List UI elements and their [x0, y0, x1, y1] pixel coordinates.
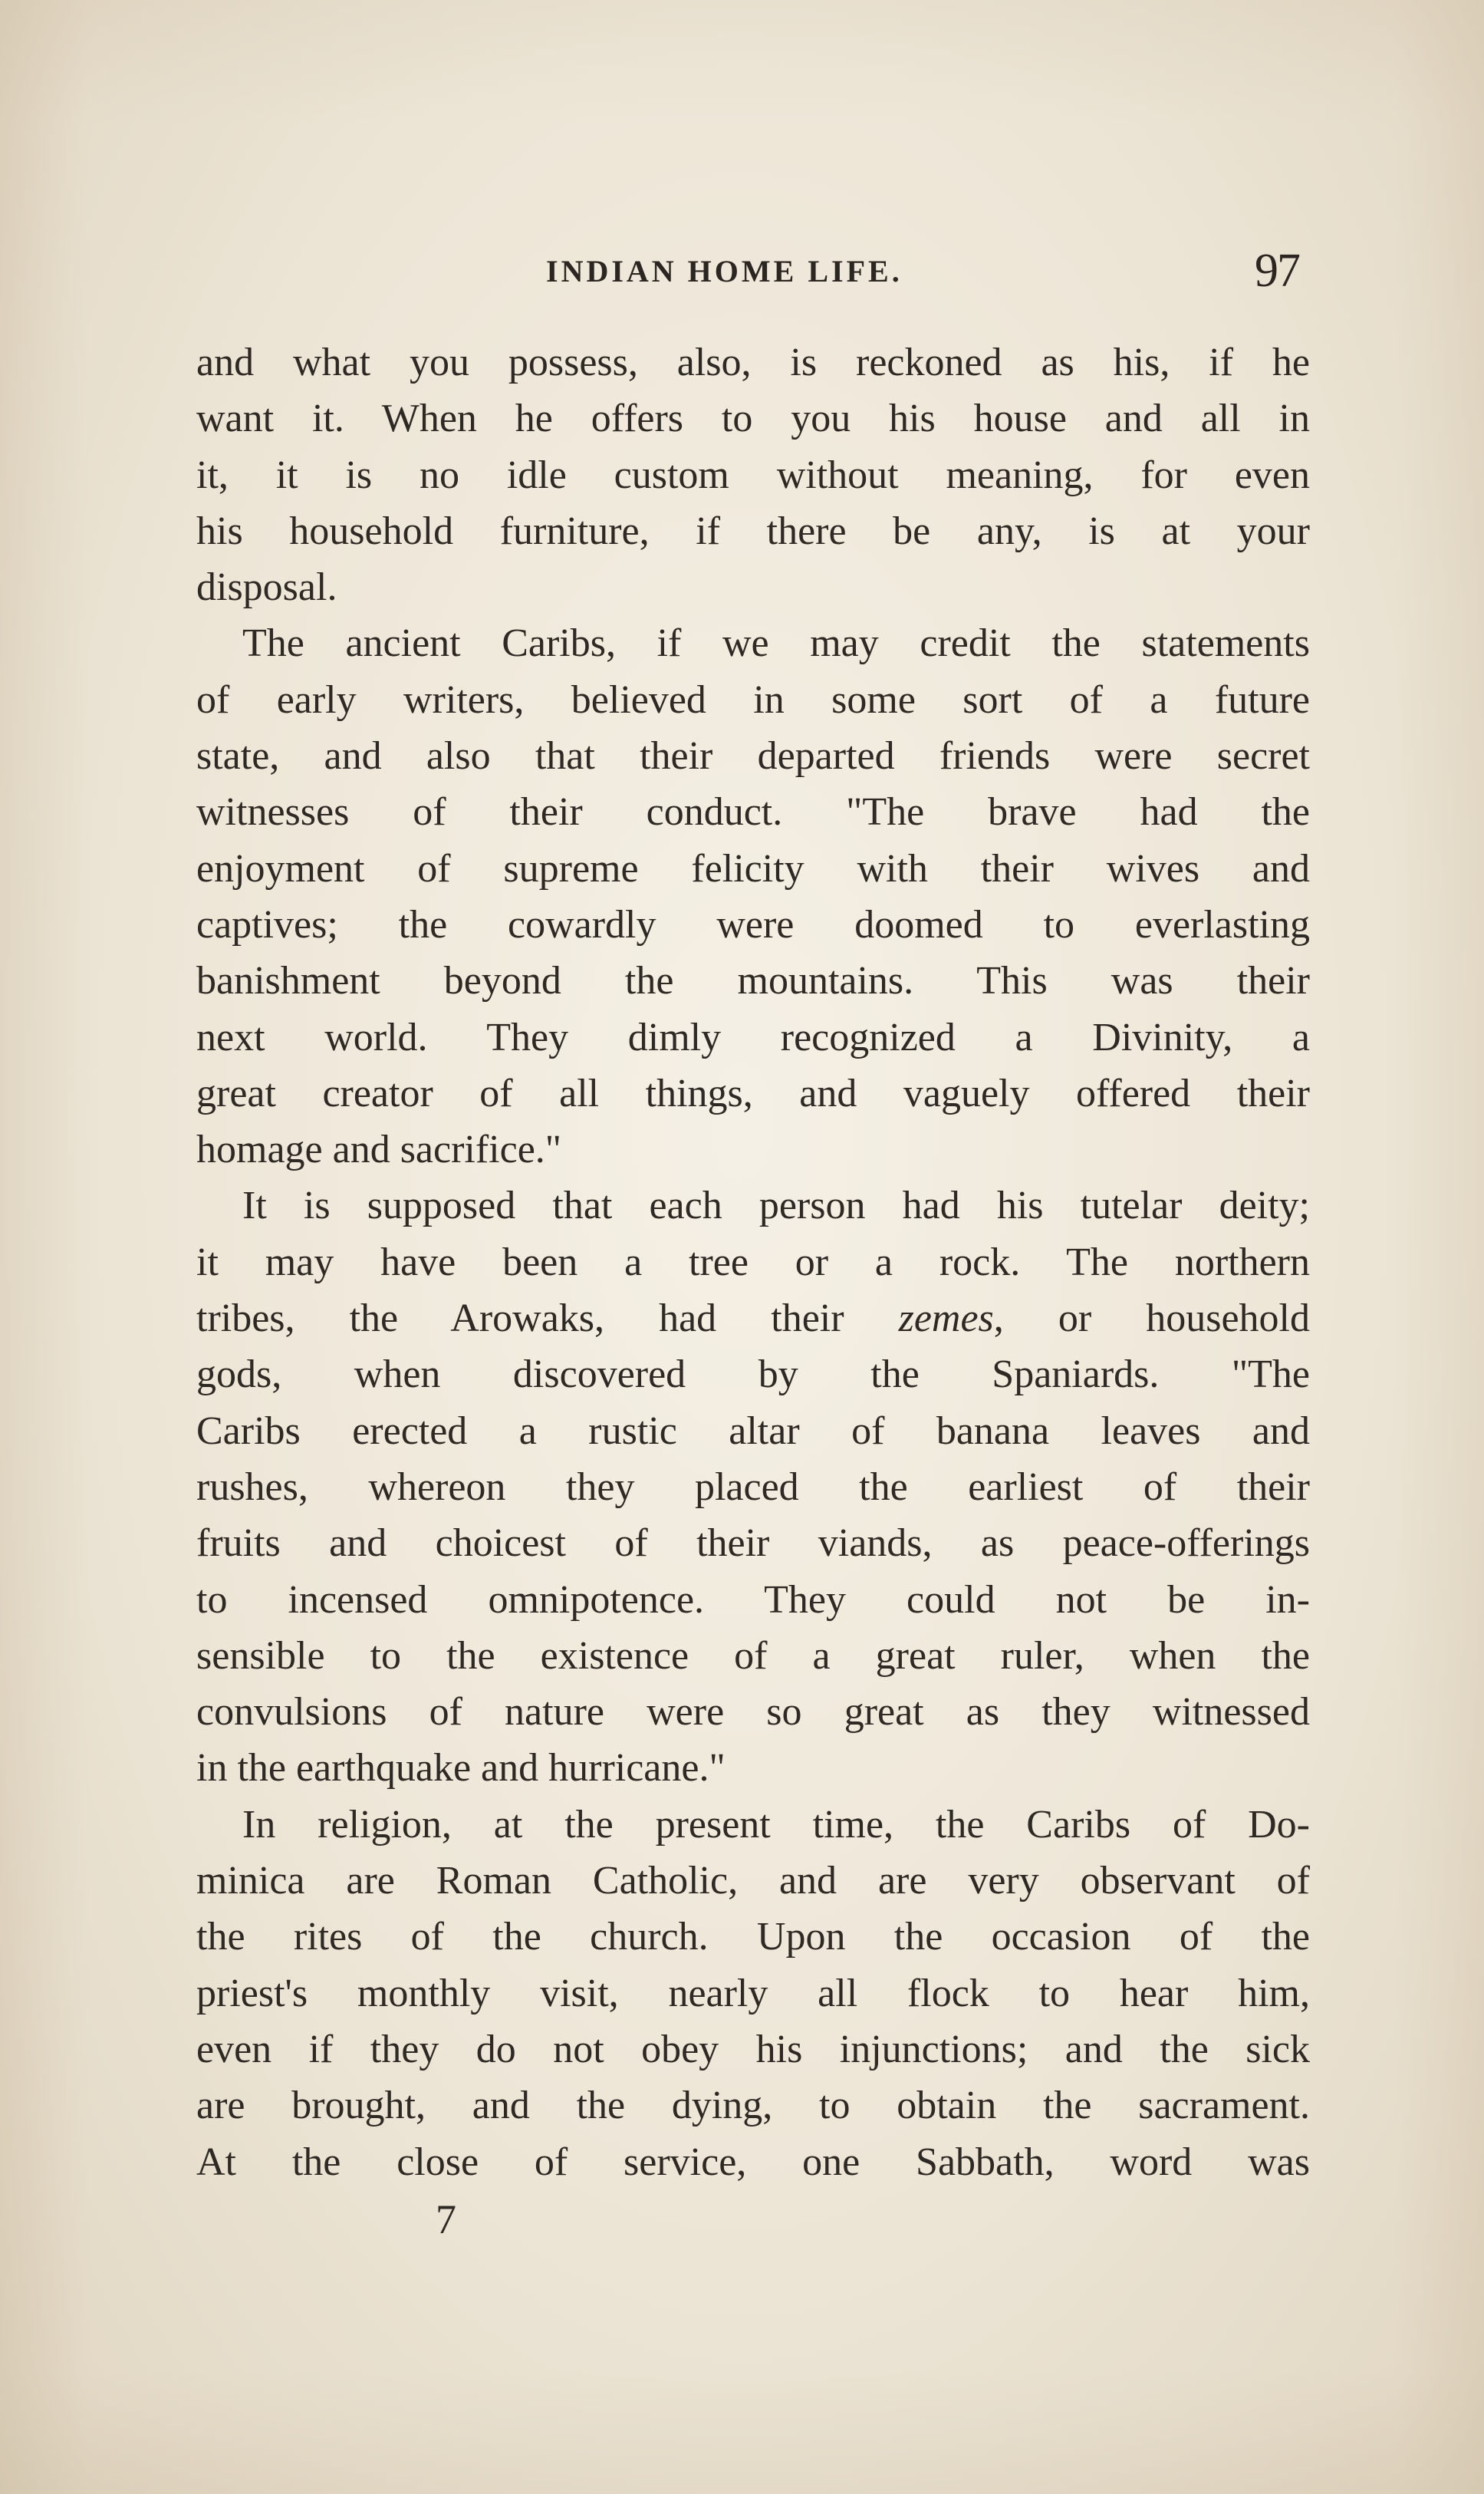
- page-header: [0, 244, 1484, 305]
- text-line: In religion, at the present time, the Caribs of Do-: [242, 1802, 1310, 1847]
- text-line: banishment beyond the mountains. This was their: [196, 959, 1310, 1003]
- text-line: captives; the cowardly were doomed to everlasting: [196, 902, 1310, 947]
- text-line: great creator of all things, and vaguely offered their: [196, 1071, 1310, 1115]
- text-line: convulsions of nature were so great as they witnessed: [196, 1690, 1310, 1735]
- text-fragment: tribes, the Arowaks, had their: [196, 1296, 844, 1341]
- text-line: state, and also that their departed friends were secret: [196, 734, 1310, 779]
- text-line: are brought, and the dying, to obtain the sacrament.: [196, 2084, 1310, 2128]
- body-text: [196, 334, 1310, 2190]
- text-line: fruits and choicest of their viands, as peace-offerings: [196, 1521, 1310, 1566]
- text-line: At the close of service, one Sabbath, word was: [196, 2140, 1310, 2184]
- text-line: enjoyment of supreme felicity with their wives and: [196, 846, 1310, 891]
- text-line: the rites of the church. Upon the occasion of the: [196, 1915, 1310, 1959]
- text-line: witnesses of their conduct. "The brave had the: [196, 790, 1310, 835]
- text-line: rushes, whereon they placed the earliest of their: [196, 1464, 1310, 1509]
- text-line: minica are Roman Catholic, and are very observant of: [196, 1859, 1310, 1903]
- text-line: his household furniture, if there be any, is at your: [196, 509, 1310, 553]
- text-line: homage and sacrifice.": [196, 1128, 561, 1172]
- text-line: in the earthquake and hurricane.": [196, 1746, 726, 1791]
- italic-term: zemes: [898, 1296, 994, 1341]
- text-line: sensible to the existence of a great ruler, when the: [196, 1633, 1310, 1678]
- text-line: gods, when discovered by the Spaniards. "The: [196, 1352, 1310, 1397]
- running-head: INDIAN HOME LIFE.: [546, 254, 903, 288]
- text-line: and what you possess, also, is reckoned as his, if he: [196, 341, 1310, 384]
- text-line: Caribs erected a rustic altar of banana leaves and: [196, 1408, 1310, 1453]
- text-line: next world. They dimly recognized a Divinity, a: [196, 1015, 1310, 1059]
- text-line: [196, 1290, 1310, 1346]
- text-line: it, it is no idle custom without meaning, for even: [196, 453, 1310, 497]
- text-fragment: , or household: [993, 1296, 1310, 1341]
- text-line: to incensed omnipotence. They could not be in-: [196, 1577, 1310, 1622]
- text-line: it may have been a tree or a rock. The northern: [196, 1240, 1310, 1284]
- page-number: 97: [1255, 245, 1299, 297]
- text-line: priest's monthly visit, nearly all flock to hear him,: [196, 1971, 1310, 2015]
- text-line: of early writers, believed in some sort of a future: [196, 677, 1310, 722]
- text-line: The ancient Caribs, if we may credit the statements: [242, 621, 1310, 666]
- signature-mark: 7: [436, 2196, 456, 2242]
- text-line: It is supposed that each person had his tutelar deity;: [242, 1184, 1310, 1228]
- text-line: even if they do not obey his injunctions; and the sick: [196, 2027, 1310, 2071]
- text-line: want it. When he offers to you his house and all in: [196, 397, 1310, 441]
- text-line: disposal.: [196, 565, 337, 610]
